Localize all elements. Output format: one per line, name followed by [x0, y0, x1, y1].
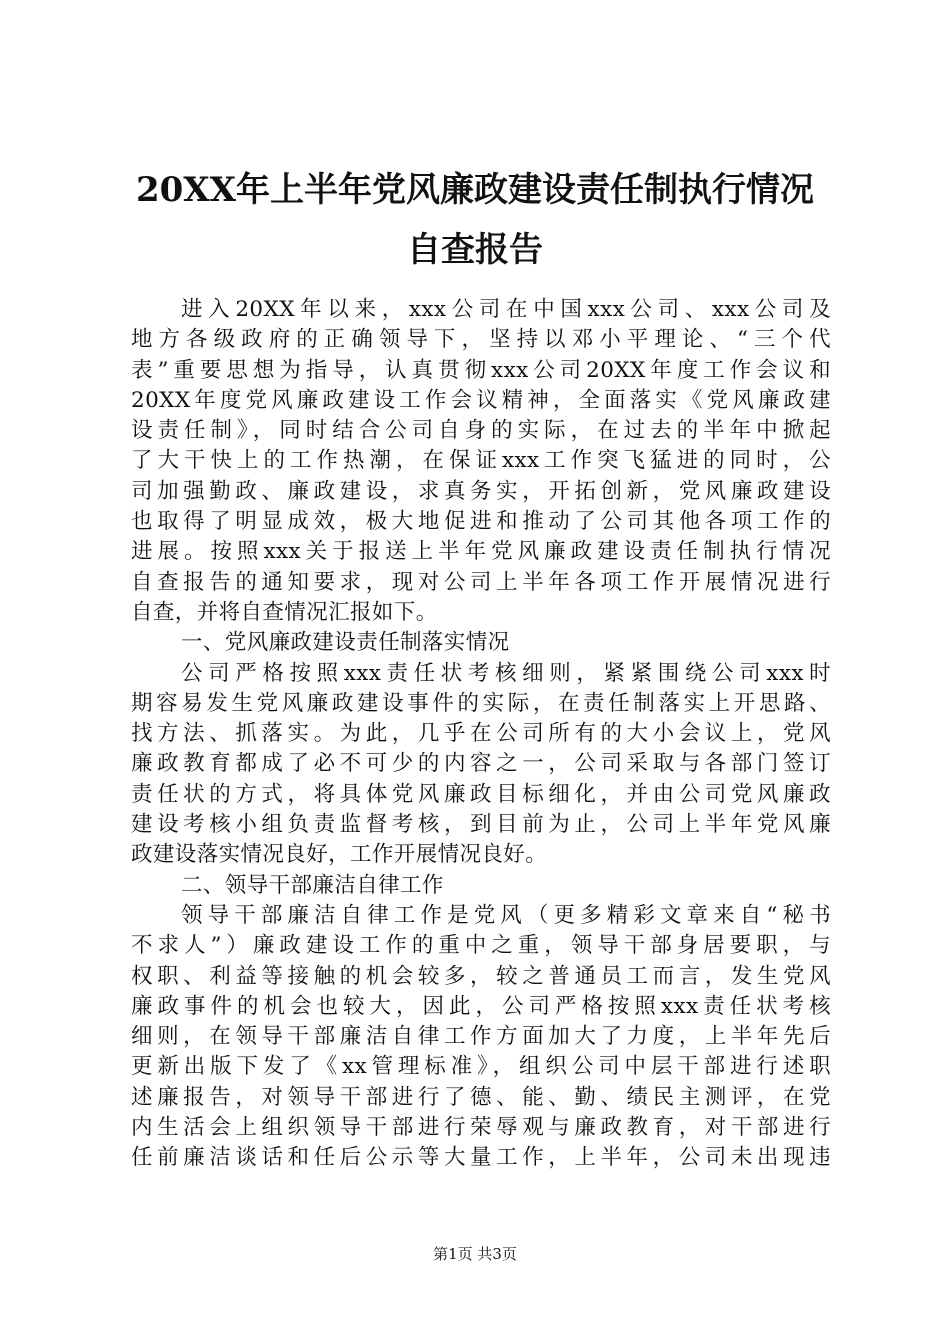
text-line: 领导干部廉洁自律工作是党风（更多精彩文章来自“秘书: [181, 902, 831, 928]
text-line: 20XX年度党风廉政建设工作会议精神，全面落实《党风廉政建: [131, 387, 831, 413]
text-line: 政建设落实情况良好，工作开展情况良好。: [131, 842, 548, 868]
text-line: 内生活会上组织领导干部进行荣辱观与廉政教育，对干部进行: [131, 1115, 831, 1141]
text-line: 司加强勤政、廉政建设，求真务实，开拓创新，党风廉政建设: [131, 478, 831, 504]
text-line: 权职、利益等接触的机会较多，较之普通员工而言，发生党风: [131, 963, 831, 989]
paragraph-1: [131, 295, 831, 628]
text-line: 表”重要思想为指导，认真贯彻xxx公司20XX年度工作会议和: [131, 357, 831, 383]
text-line: 期容易发生党风廉政建设事件的实际，在责任制落实上开思路、: [131, 690, 831, 716]
text-line: 细则，在领导干部廉洁自律工作方面加大了力度，上半年先后: [131, 1024, 831, 1050]
text-line: 不求人”）廉政建设工作的重中之重，领导干部身居要职，与: [131, 933, 831, 959]
paragraph-2: [131, 659, 831, 871]
page-footer: 第1页 共3页: [433, 1245, 517, 1263]
document-title-line1: 20XX年上半年党风廉政建设责任制执行情况: [135, 170, 815, 210]
text-line: 找方法、抓落实。为此，几乎在公司所有的大小会议上，党风: [131, 721, 831, 747]
document-title-line2: 自查报告: [407, 230, 543, 270]
paragraph-3: [131, 901, 831, 1174]
section-heading-1: 一、党风廉政建设责任制落实情况: [181, 630, 510, 656]
text-line: 建设考核小组负责监督考核，到目前为止，公司上半年党风廉: [131, 812, 831, 838]
section-heading-2: 二、领导干部廉洁自律工作: [181, 872, 444, 898]
text-line: 也取得了明显成效，极大地促进和推动了公司其他各项工作的: [131, 509, 831, 535]
text-line: 自查，并将自查情况汇报如下。: [131, 599, 438, 625]
text-line: 进入20XX年以来，xxx公司在中国xxx公司、xxx公司及: [181, 297, 831, 322]
text-line: 更新出版下发了《xx管理标准》，组织公司中层干部进行述职: [131, 1054, 831, 1080]
text-line: 了大干快上的工作热潮，在保证xxx工作突飞猛进的同时，公: [131, 448, 831, 474]
text-line: 廉政事件的机会也较大，因此，公司严格按照xxx责任状考核: [131, 993, 831, 1019]
document-body: [131, 295, 831, 1174]
text-line: 进展。按照xxx关于报送上半年党风廉政建设责任制执行情况: [131, 539, 831, 565]
text-line: 责任状的方式，将具体党风廉政目标细化，并由公司党风廉政: [131, 781, 831, 807]
text-line: 自查报告的通知要求，现对公司上半年各项工作开展情况进行: [131, 569, 831, 595]
text-line: 公司严格按照xxx责任状考核细则，紧紧围绕公司xxx时: [181, 660, 831, 686]
text-line: 任前廉洁谈话和任后公示等大量工作，上半年，公司未出现违: [131, 1145, 831, 1171]
text-line: 述廉报告，对领导干部进行了德、能、勤、绩民主测评，在党: [131, 1084, 831, 1110]
text-line: 设责任制》，同时结合公司自身的实际，在过去的半年中掀起: [131, 418, 831, 444]
text-line: 廉政教育都成了必不可少的内容之一，公司采取与各部门签订: [131, 751, 831, 777]
text-line: 地方各级政府的正确领导下，坚持以邓小平理论、“三个代: [131, 327, 831, 353]
